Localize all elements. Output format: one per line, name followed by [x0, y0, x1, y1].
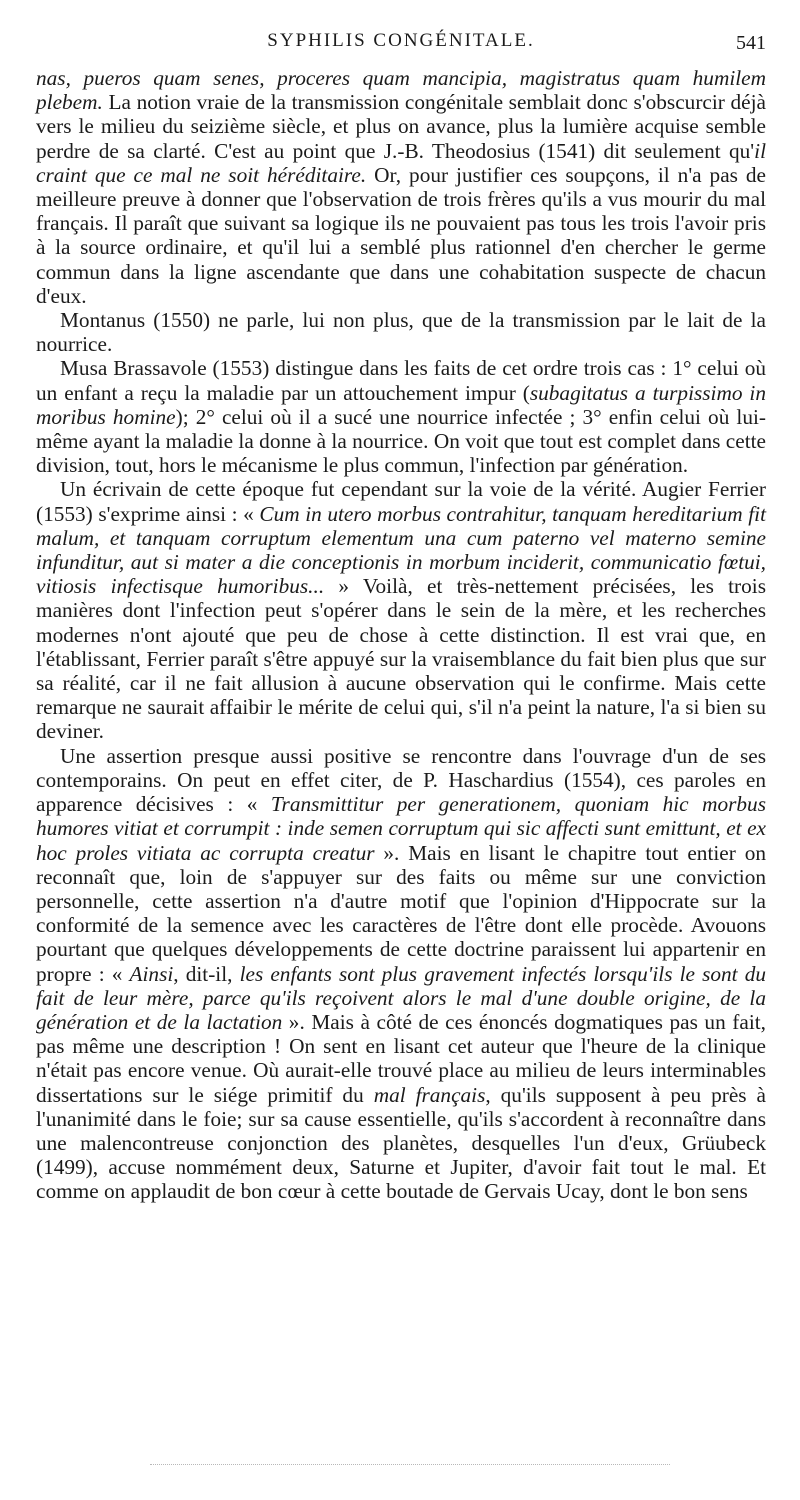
- italic-text-run: Cum in utero morbus contrahitur, tanquam hereditarium fit malum, et tanquam corruptum elementum una cum paterno vel materno semine infunditur, aut si mater a die conceptionis in morbum inciderit, communicatio fœtui, vitiosis infectisque humoribus...: [36, 501, 766, 599]
- text-run: Une assertion presque aussi positive se rencontre dans l'ouvrage d'un de ses contemporains. On peut en effet citer, de P. Haschardius (1554), ces paroles en apparence décisives : «: [36, 743, 766, 817]
- text-run: Musa Brassavole (1553) distingue dans les faits de cet ordre trois cas : 1° celui où un enfant a reçu la maladie par un attouchement impur (: [36, 356, 766, 405]
- text-run: » Voilà, et très-nettement précisées, les trois manières dont l'infection peut s'opérer dans le sein de la mère, et les recherches modernes n'ont ajouté que peu de chose à cette distinction. Il est vrai que, en l'établissant, Ferrier paraît s'être appuyé sur la vraisemblance du fait bien plus que sur sa réalité, car il ne fait allusion à aucune observation qui le confirme. Mais cette remarque ne saurait affaibir le mérite de celui qui, s'il n'a peint la nature, l'a si bien su deviner.: [36, 574, 766, 744]
- body-text: [36, 66, 766, 1204]
- bottom-margin-specks: [150, 1464, 670, 1471]
- text-run: Un écrivain de cette époque fut cependant sur la voie de la vérité. Augier Ferrier (1553) s'exprime ainsi : «: [36, 477, 766, 526]
- italic-text-run: il craint que ce mal ne soit héréditaire.: [36, 138, 766, 187]
- paragraph: [36, 356, 766, 477]
- paragraph: [36, 66, 766, 308]
- page-header: [36, 30, 766, 58]
- italic-text-run: Ainsi: [129, 961, 174, 986]
- paragraph: [36, 477, 766, 743]
- italic-text-run: Transmittitur per generationem, quoniam hic morbus humores vitiat et corrumpit : inde semen corruptum qui sic affecti sunt emittunt, et ex hoc proles vitiata ac corrupta creatur: [36, 792, 766, 865]
- text-run: , qu'ils supposent à peu près à l'unanimité dans le foie; sur sa cause essentielle, qu'ils s'accordent à reconnaître dans une malencontreuse conjonction des planètes, desquelles l'un d'eux, Grüubeck (1499), accuse nommément deux, Saturne et Jupiter, d'avoir fait tout le mal. Et comme on applaudit de bon cœur à cette boutade de Gervais Ucay, dont le bon sens: [36, 1082, 766, 1204]
- text-run: ». Mais en lisant le chapitre tout entier on reconnaît que, loin de s'appuyer sur des faits ou même sur une conviction personnelle, cette assertion n'a d'autre motif que l'opinion d'Hippocrate sur la conformité de la semence avec les caractères de l'être dont elle procède. Avouons pourtant que quelques développements de cette doctrine paraissent lui appartenir en propre : «: [36, 840, 766, 986]
- italic-text-run: subagitatus a turpissimo in moribus homine: [36, 380, 767, 429]
- text-run: Or, pour justifier ces soupçons, il n'a pas de meilleure preuve à donner que l'observation de trois frères qu'ils a vus mourir du mal français. Il paraît que suivant sa logique ils ne pouvaient pas tous les trois l'avoir pris à la source ordinaire, et qu'il lui a semblé plus rationnel d'en chercher le germe commun dans la ligne ascendante que dans une cohabitation suspecte de chacun d'eux.: [36, 162, 766, 308]
- italic-text-run: les enfants sont plus gravement infectés lorsqu'ils le sont du fait de leur mère, parce qu'ils reçoivent alors le mal d'une double origine, de la génération et de la lactation: [36, 961, 766, 1034]
- italic-text-run: nas, pueros quam senes, proceres quam mancipia, magistratus quam humilem plebem.: [36, 66, 766, 115]
- text-run: ». Mais à côté de ces énoncés dogmatiques pas un fait, pas même une description ! On sent en lisant cet auteur que l'heure de la clinique n'était pas encore venue. Où aurait-elle trouvé place au milieu de leurs interminables dissertations sur le siége primitif du: [36, 1009, 766, 1107]
- running-title: SYPHILIS CONGÉNITALE.: [267, 30, 535, 51]
- paragraph: [36, 744, 766, 1204]
- page-number: 541: [736, 32, 766, 54]
- text-run: La notion vraie de la transmission congénitale semblait donc s'obscurcir déjà vers le milieu du seizième siècle, et plus on avance, plus la lumière acquise semble perdre de sa clarté. C'est au point que J.-B. Theodosius (1541) dit seulement qu': [36, 90, 766, 163]
- paragraph: [36, 308, 766, 356]
- italic-text-run: mal français: [373, 1082, 486, 1107]
- text-run: ); 2° celui où il a sucé une nourrice infectée ; 3° enfin celui où lui-même ayant la maladie la donne à la nourrice. On voit que tout est complet dans cette division, tout, hors le mécanisme le plus commun, l'infection par génération.: [36, 404, 766, 478]
- text-run: , dit-il,: [173, 961, 240, 986]
- text-run: Montanus (1550) ne parle, lui non plus, que de la transmission par le lait de la nourrice.: [36, 308, 766, 357]
